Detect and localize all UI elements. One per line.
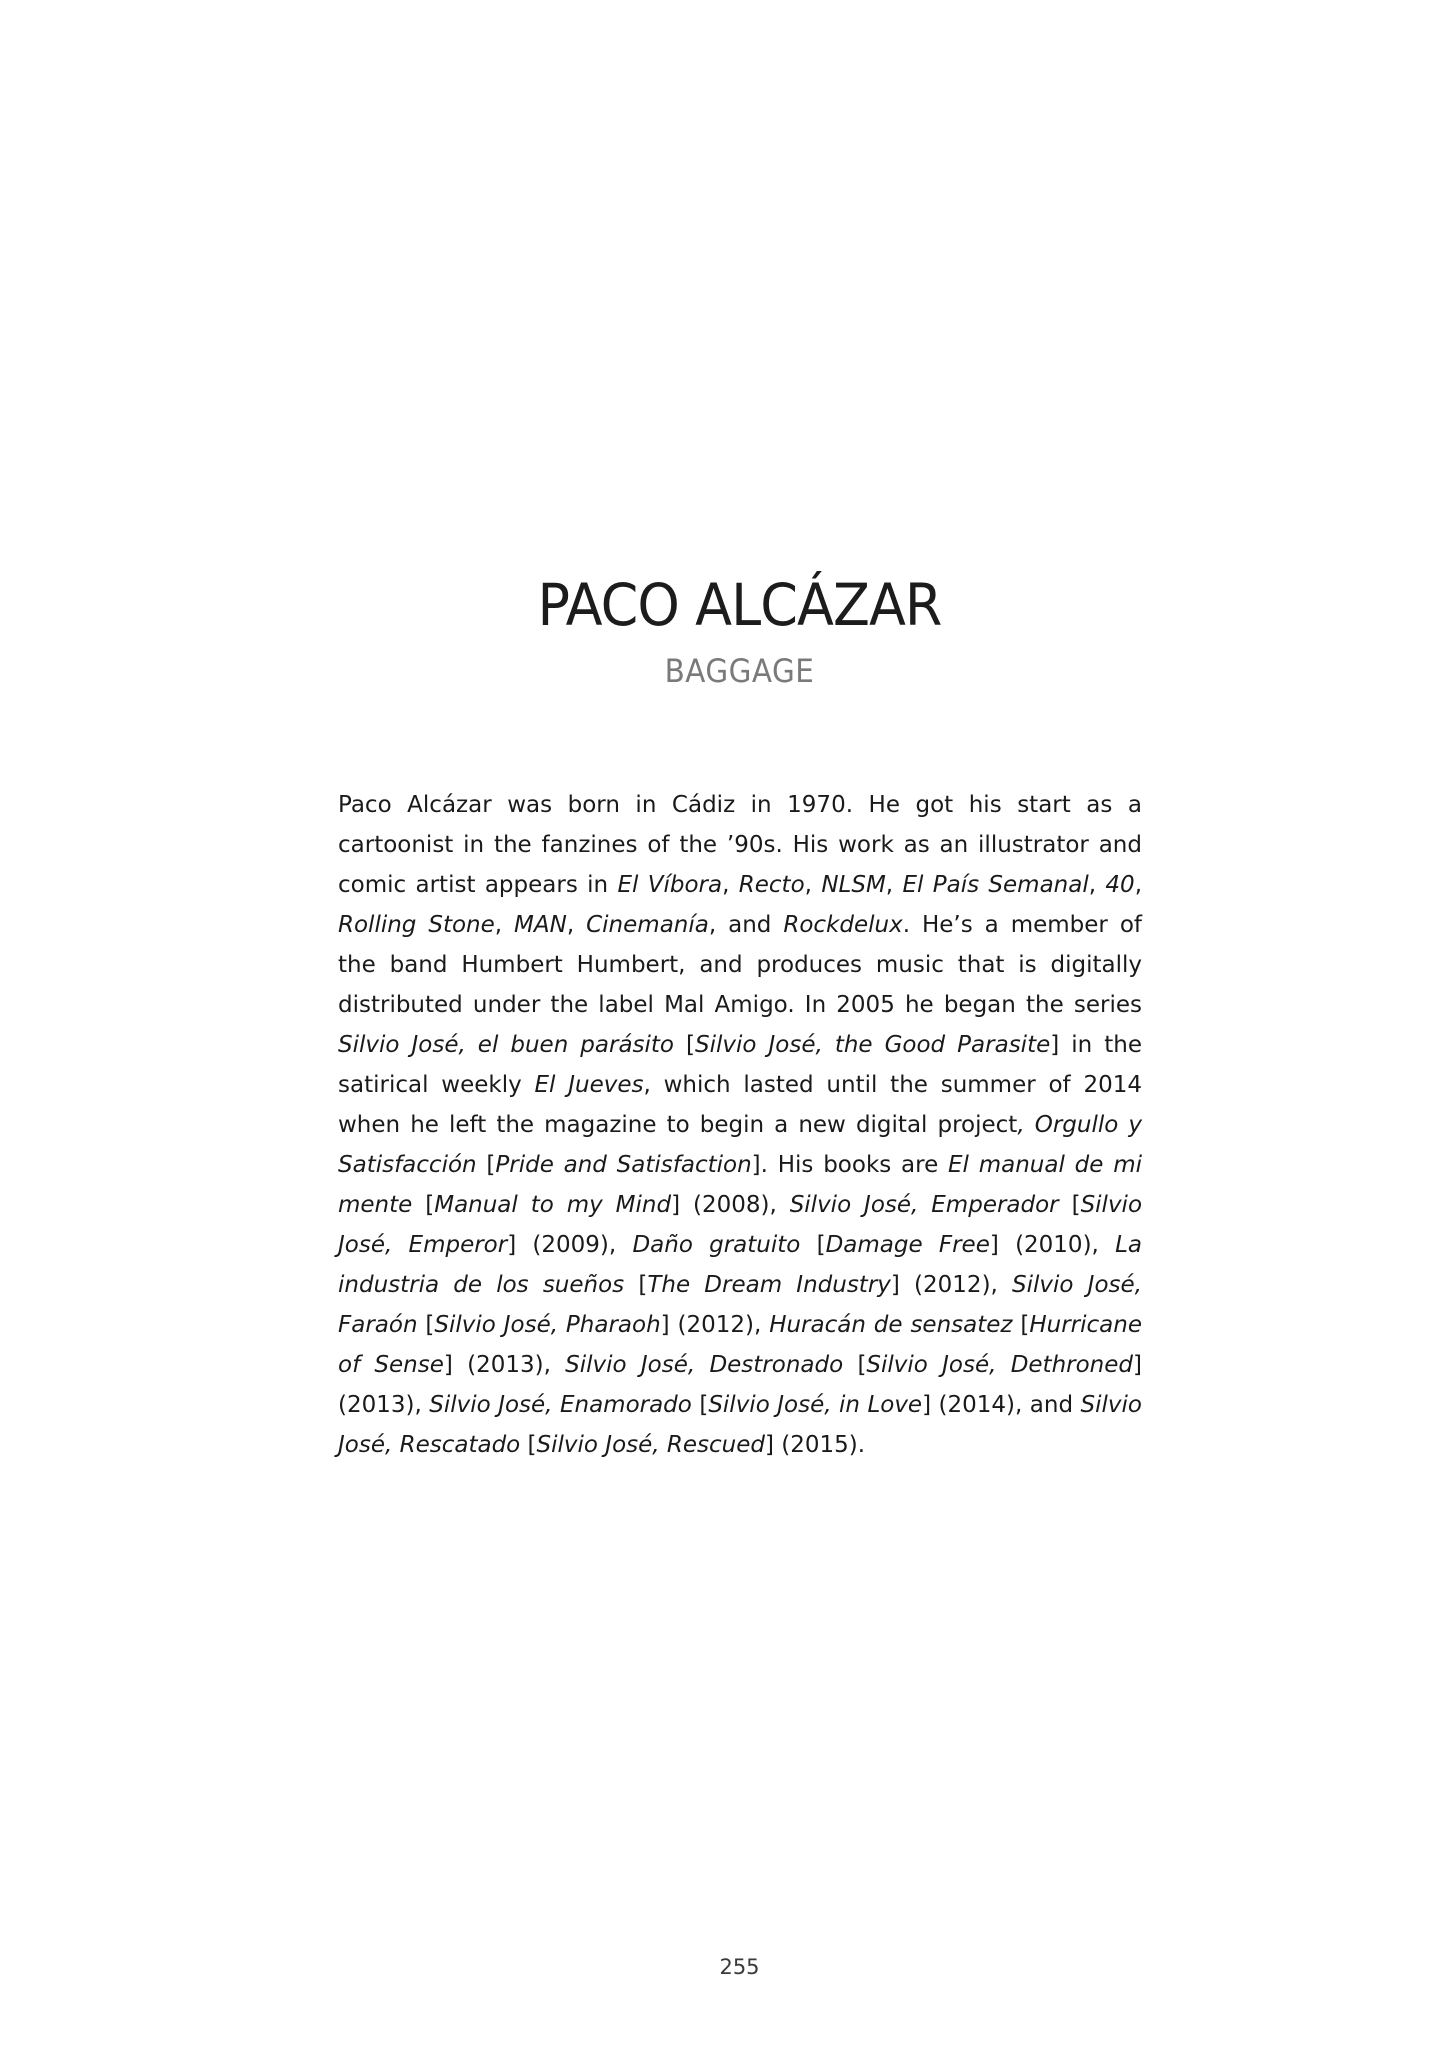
bio-text: Paco Alcázar was born in Cádiz in 1970. He got his start as a cartoonist in the fanzines of the ’90s. His work as an illustrator and comic artist appears in bbox=[338, 792, 1142, 898]
bio-italic-title: Silvio José, el buen parásito bbox=[338, 1032, 675, 1058]
bio-italic-title: MAN bbox=[514, 912, 567, 938]
author-biography bbox=[338, 785, 1142, 1465]
bio-italic-title: La industria de los sueños bbox=[338, 1232, 1143, 1298]
bio-text: [ bbox=[417, 1312, 435, 1338]
bio-italic-title: Silvio José, Faraón bbox=[338, 1272, 1142, 1338]
bio-text: ] (2009), bbox=[507, 1232, 633, 1258]
bio-text: , bbox=[885, 872, 903, 898]
work-title: BAGGAGE bbox=[664, 651, 815, 690]
bio-text: [ bbox=[1012, 1312, 1030, 1338]
bio-italic-title: Hurricane of Sense bbox=[338, 1312, 1142, 1378]
bio-text: ] (2013), bbox=[443, 1352, 566, 1378]
bio-italic-title: Silvio José, the Good Parasite bbox=[695, 1032, 1051, 1058]
bio-text: [ bbox=[843, 1352, 867, 1378]
bio-italic-title: Huracán de sensatez bbox=[769, 1312, 1013, 1338]
bio-text: ] (2012), bbox=[890, 1272, 1013, 1298]
bio-italic-title: Rolling Stone bbox=[338, 912, 495, 938]
bio-text: , bbox=[804, 872, 822, 898]
bio-text: [ bbox=[800, 1232, 826, 1258]
bio-text: [ bbox=[412, 1192, 435, 1218]
bio-text: , bbox=[1134, 872, 1143, 898]
bio-text: [ bbox=[674, 1032, 696, 1058]
bio-text: ]. His books are bbox=[751, 1152, 949, 1178]
bio-text: ] (2013), bbox=[338, 1352, 1142, 1418]
chapter-header bbox=[0, 571, 1451, 690]
bio-text: [ bbox=[691, 1392, 709, 1418]
bio-text: ] (2012), bbox=[660, 1312, 770, 1338]
bio-italic-title: Silvio José, Pharaoh bbox=[434, 1312, 661, 1338]
bio-text: , and bbox=[708, 912, 784, 938]
bio-text: ] in the satirical weekly bbox=[338, 1032, 1142, 1098]
bio-text: , bbox=[494, 912, 515, 938]
bio-text: . He’s a member of the band Humbert Humbert, and produces music that is digitally distributed under the label Mal Amigo. In 2005 he began the series bbox=[338, 912, 1142, 1018]
bio-text: , which lasted until the summer of 2014 when he left the magazine to begin a new digital project bbox=[338, 1072, 1142, 1138]
bio-italic-title: Cinemanía bbox=[586, 912, 709, 938]
bio-italic-title: El manual de mi mente bbox=[338, 1152, 1142, 1218]
bio-italic-title: Pride and Satisfaction bbox=[495, 1152, 752, 1178]
bio-italic-title: Silvio José, Destronado bbox=[565, 1352, 844, 1378]
page-number: 255 bbox=[719, 1955, 760, 1979]
bio-italic-title: Silvio José, Emperador bbox=[789, 1192, 1059, 1218]
bio-italic-title: Silvio José, Rescued bbox=[536, 1432, 766, 1458]
bio-text: [ bbox=[624, 1272, 648, 1298]
bio-italic-title: Rockdelux bbox=[783, 912, 903, 938]
bio-italic-title: Silvio José, Dethroned bbox=[866, 1352, 1134, 1378]
bio-italic-title: Silvio José, in Love bbox=[708, 1392, 923, 1418]
bio-italic-title: The Dream Industry bbox=[647, 1272, 891, 1298]
bio-italic-title: Manual to my Mind bbox=[434, 1192, 672, 1218]
bio-italic-title: El País Semanal bbox=[902, 872, 1089, 898]
bio-text: [ bbox=[520, 1432, 537, 1458]
bio-text: , bbox=[566, 912, 587, 938]
bio-text: ] (2010), bbox=[989, 1232, 1116, 1258]
bio-italic-title: 40 bbox=[1105, 872, 1135, 898]
author-name: PACO ALCÁZAR bbox=[537, 571, 942, 639]
bio-text: ] (2014), and bbox=[922, 1392, 1081, 1418]
bio-text: [ bbox=[476, 1152, 496, 1178]
bio-italic-title: Daño gratuito bbox=[632, 1232, 801, 1258]
bio-italic-title: Damage Free bbox=[825, 1232, 990, 1258]
bio-italic-title: El Jueves bbox=[534, 1072, 644, 1098]
bio-text: ] (2008), bbox=[671, 1192, 790, 1218]
bio-italic-title: Recto bbox=[738, 872, 805, 898]
bio-italic-title: , Orgullo y Satisfacción bbox=[338, 1112, 1142, 1178]
bio-italic-title: NLSM bbox=[821, 872, 886, 898]
bio-text: ] (2015). bbox=[765, 1432, 866, 1458]
bio-italic-title: El Víbora bbox=[617, 872, 723, 898]
bio-text: [ bbox=[1058, 1192, 1081, 1218]
bio-italic-title: Silvio José, Emperor bbox=[338, 1192, 1143, 1258]
bio-italic-title: Silvio José, Rescatado bbox=[338, 1392, 1142, 1458]
bio-text: , bbox=[1088, 872, 1106, 898]
bio-italic-title: Silvio José, Enamorado bbox=[429, 1392, 692, 1418]
bio-text: , bbox=[722, 872, 739, 898]
